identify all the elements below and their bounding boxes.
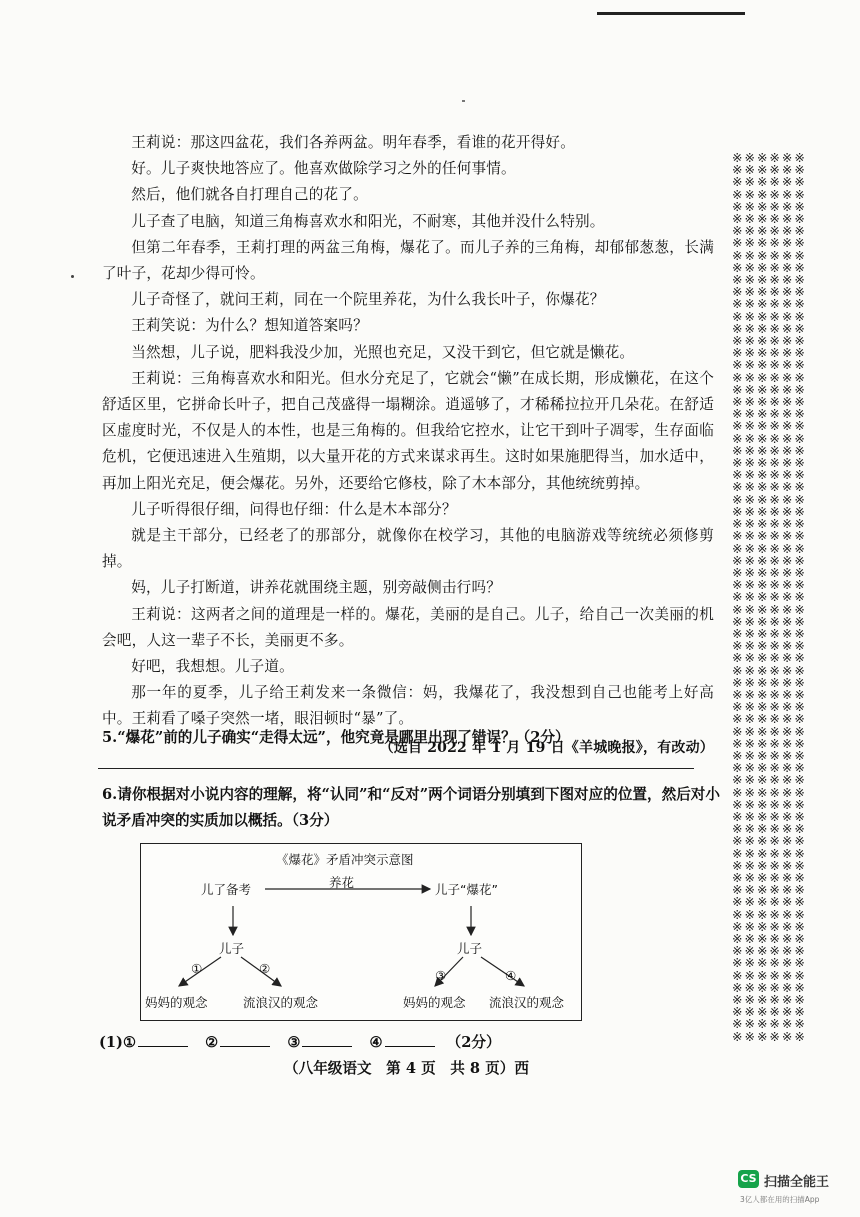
diagram-node-tramp-left: 流浪汉的观念: [243, 995, 319, 1010]
answer-score: （2分）: [446, 1034, 501, 1051]
diagram-node-mom-left: 妈妈的观念: [145, 995, 208, 1010]
story-paragraph: 王莉说：这两者之间的道理是一样的。爆花，美丽的是自己。儿子，给自己一次美丽的机会吧，人这一辈子不长，美丽更不多。: [102, 605, 714, 649]
story-paragraph: 当然想，儿子说，肥料我没少加，光照也充足，又没干到它，但它就是懒花。: [131, 343, 635, 361]
diagram-node-mom-right: 妈妈的观念: [403, 995, 466, 1010]
camscanner-logo-icon: CS: [738, 1170, 759, 1188]
question-5: 5.“爆花”前的儿子确实“走得太远”，他究竟是哪里出现了错误？（2分）: [102, 729, 570, 746]
watermark-tagline: 3亿人都在用的扫描App: [740, 1195, 820, 1204]
answer-mark-2: ②: [205, 1034, 219, 1051]
story-paragraph: 就是主干部分，已经老了的那部分，就像你在校学习，其他的电脑游戏等统统必须修剪掉。: [102, 527, 714, 571]
answer-prefix: (1): [99, 1034, 123, 1051]
story-source: （选自 2022 年 1 月 19 日《羊城晚报》，有改动）: [379, 739, 714, 756]
diagram-mark-1: ①: [191, 961, 203, 976]
scan-speck: [462, 100, 465, 102]
answer-mark-1: ①: [122, 1034, 137, 1051]
story-paragraph: 儿子查了电脑，知道三角梅喜欢水和阳光，不耐寒，其他并没什么特别。: [131, 212, 605, 230]
scan-speck: [71, 275, 74, 278]
story-paragraph: 但第二年春季，王莉打理的两盆三角梅，爆花了。而儿子养的三角梅，却郁郁葱葱，长满了叶子，花却少得可怜。: [102, 238, 714, 283]
story-text: [102, 130, 714, 761]
story-paragraph: 然后，他们就各自打理自己的花了。: [131, 186, 368, 204]
watermark-name: 扫描全能王: [764, 1175, 830, 1190]
seal-line-pattern: ※※※※※※ ※※※※※※ ※※※※※※ ※※※※※※ ※※※※※※ ※※※※※※ ※※※※※※ ※※※※※※ ※※※※※※ ※※※※※※ ※※※※※※ ※※※※※※ ※※※※※※ ※※※※※※ ※※※※※※ ※※※※※※ ※※※※※※ ※※※※※※ ※※※※※※ ※※※※※※ ※※※※※※ ※※※※※※ ※※※※※※ ※※※※※※ ※※※※※※ ※※※※※※ ※※※※※※ ※※※※※※ ※※※※※※ ※※※※※※ ※※※※※※ ※※※※※※ ※※※※※※ ※※※※※※ ※※※※※※ ※※※※※※ ※※※※※※ ※※※※※※ ※※※※※※ ※※※※※※ ※※※※※※ ※※※※※※ ※※※※※※ ※※※※※※ ※※※※※※ ※※※※※※ ※※※※※※ ※※※※※※ ※※※※※※ ※※※※※※ ※※※※※※ ※※※※※※ ※※※※※※ ※※※※※※ ※※※※※※ ※※※※※※ ※※※※※※ ※※※※※※ ※※※※※※ ※※※※※※ ※※※※※※ ※※※※※※ ※※※※※※ ※※※※※※ ※※※※※※ ※※※※※※ ※※※※※※ ※※※※※※ ※※※※※※ ※※※※※※ ※※※※※※ ※※※※※※ ※※※※※※: [732, 150, 807, 1044]
answer-mark-4: ④: [369, 1034, 383, 1051]
arrow-mark-4: [481, 957, 524, 986]
answer-line-q5[interactable]: [98, 768, 694, 769]
diagram-arrow-label: 养花: [329, 875, 355, 890]
diagram-mark-3: ③: [435, 968, 447, 983]
page-footer: （八年级语文 第 4 页 共 8 页）西: [284, 1060, 529, 1077]
conflict-diagram: [140, 843, 582, 1021]
diagram-node-bloom: 儿子“爆花”: [435, 882, 498, 897]
scan-edge-mark: [597, 12, 745, 15]
story-paragraph: 好。儿子爽快地答应了。他喜欢做除学习之外的任何事情。: [131, 160, 516, 178]
answer-blank-1[interactable]: [138, 1032, 188, 1047]
story-paragraph: 儿子奇怪了，就问王莉，同在一个院里养花，为什么我长叶子，你爆花？: [131, 291, 605, 309]
answer-blank-3[interactable]: [302, 1032, 352, 1047]
story-paragraph: 儿子听得很仔细，问得也仔细：什么是木本部分？: [131, 500, 457, 518]
story-paragraph: 那一年的夏季，儿子给王莉发来一条微信：妈，我爆花了，我没想到自己也能考上好高中。王莉看了嗓子突然一堵，眼泪顿时“暴”了。: [102, 684, 714, 728]
question-6: 6.请你根据对小说内容的理解，将“认同”和“反对”两个词语分别填到下图对应的位置，然后对小说矛盾冲突的实质加以概括。（3分）: [102, 786, 720, 829]
diagram-node-tramp-right: 流浪汉的观念: [489, 995, 565, 1010]
answer-row: [99, 1031, 501, 1052]
story-paragraph: 王莉说：那这四盆花，我们各养两盆。明年春季，看谁的花开得好。: [131, 134, 576, 151]
answer-blank-2[interactable]: [220, 1032, 270, 1047]
diagram-mark-2: ②: [259, 961, 271, 976]
diagram-mark-4: ④: [505, 968, 517, 983]
story-paragraph: 好吧，我想想。儿子道。: [131, 658, 294, 676]
story-paragraph: 王莉说：三角梅喜欢水和阳光。但水分充足了，它就会“懒”在成长期，形成懒花，在这个舒适区里，它拼命长叶子，把自己茂盛得一塌糊涂。逍遥够了，才稀稀拉拉开几朵花。在舒适区虚度时光，不仅是人的本性，也是三角梅的。但我给它控水，让它干到叶子凋零，生存面临危机，它便迅速进入生殖期，以大量开花的方式来谋求再生。这时如果施肥得当，加水适中，再加上阳光充足，便会爆花。另外，还要给它修枝，除了木本部分，其他统统剪掉。: [102, 369, 714, 492]
answer-mark-3: ③: [287, 1034, 301, 1051]
diagram-title: 《爆花》矛盾冲突示意图: [276, 852, 414, 867]
answer-blank-4[interactable]: [385, 1032, 435, 1047]
diagram-node-study: 儿了备考: [201, 882, 252, 897]
diagram-node-son-left: 儿子: [219, 941, 245, 956]
story-paragraph: 妈，儿子打断道，讲养花就围绕主题，别旁敲侧击行吗？: [131, 579, 502, 597]
story-paragraph: 王莉笑说：为什么？想知道答案吗？: [131, 317, 368, 335]
diagram-node-son-right: 儿子: [457, 941, 483, 956]
